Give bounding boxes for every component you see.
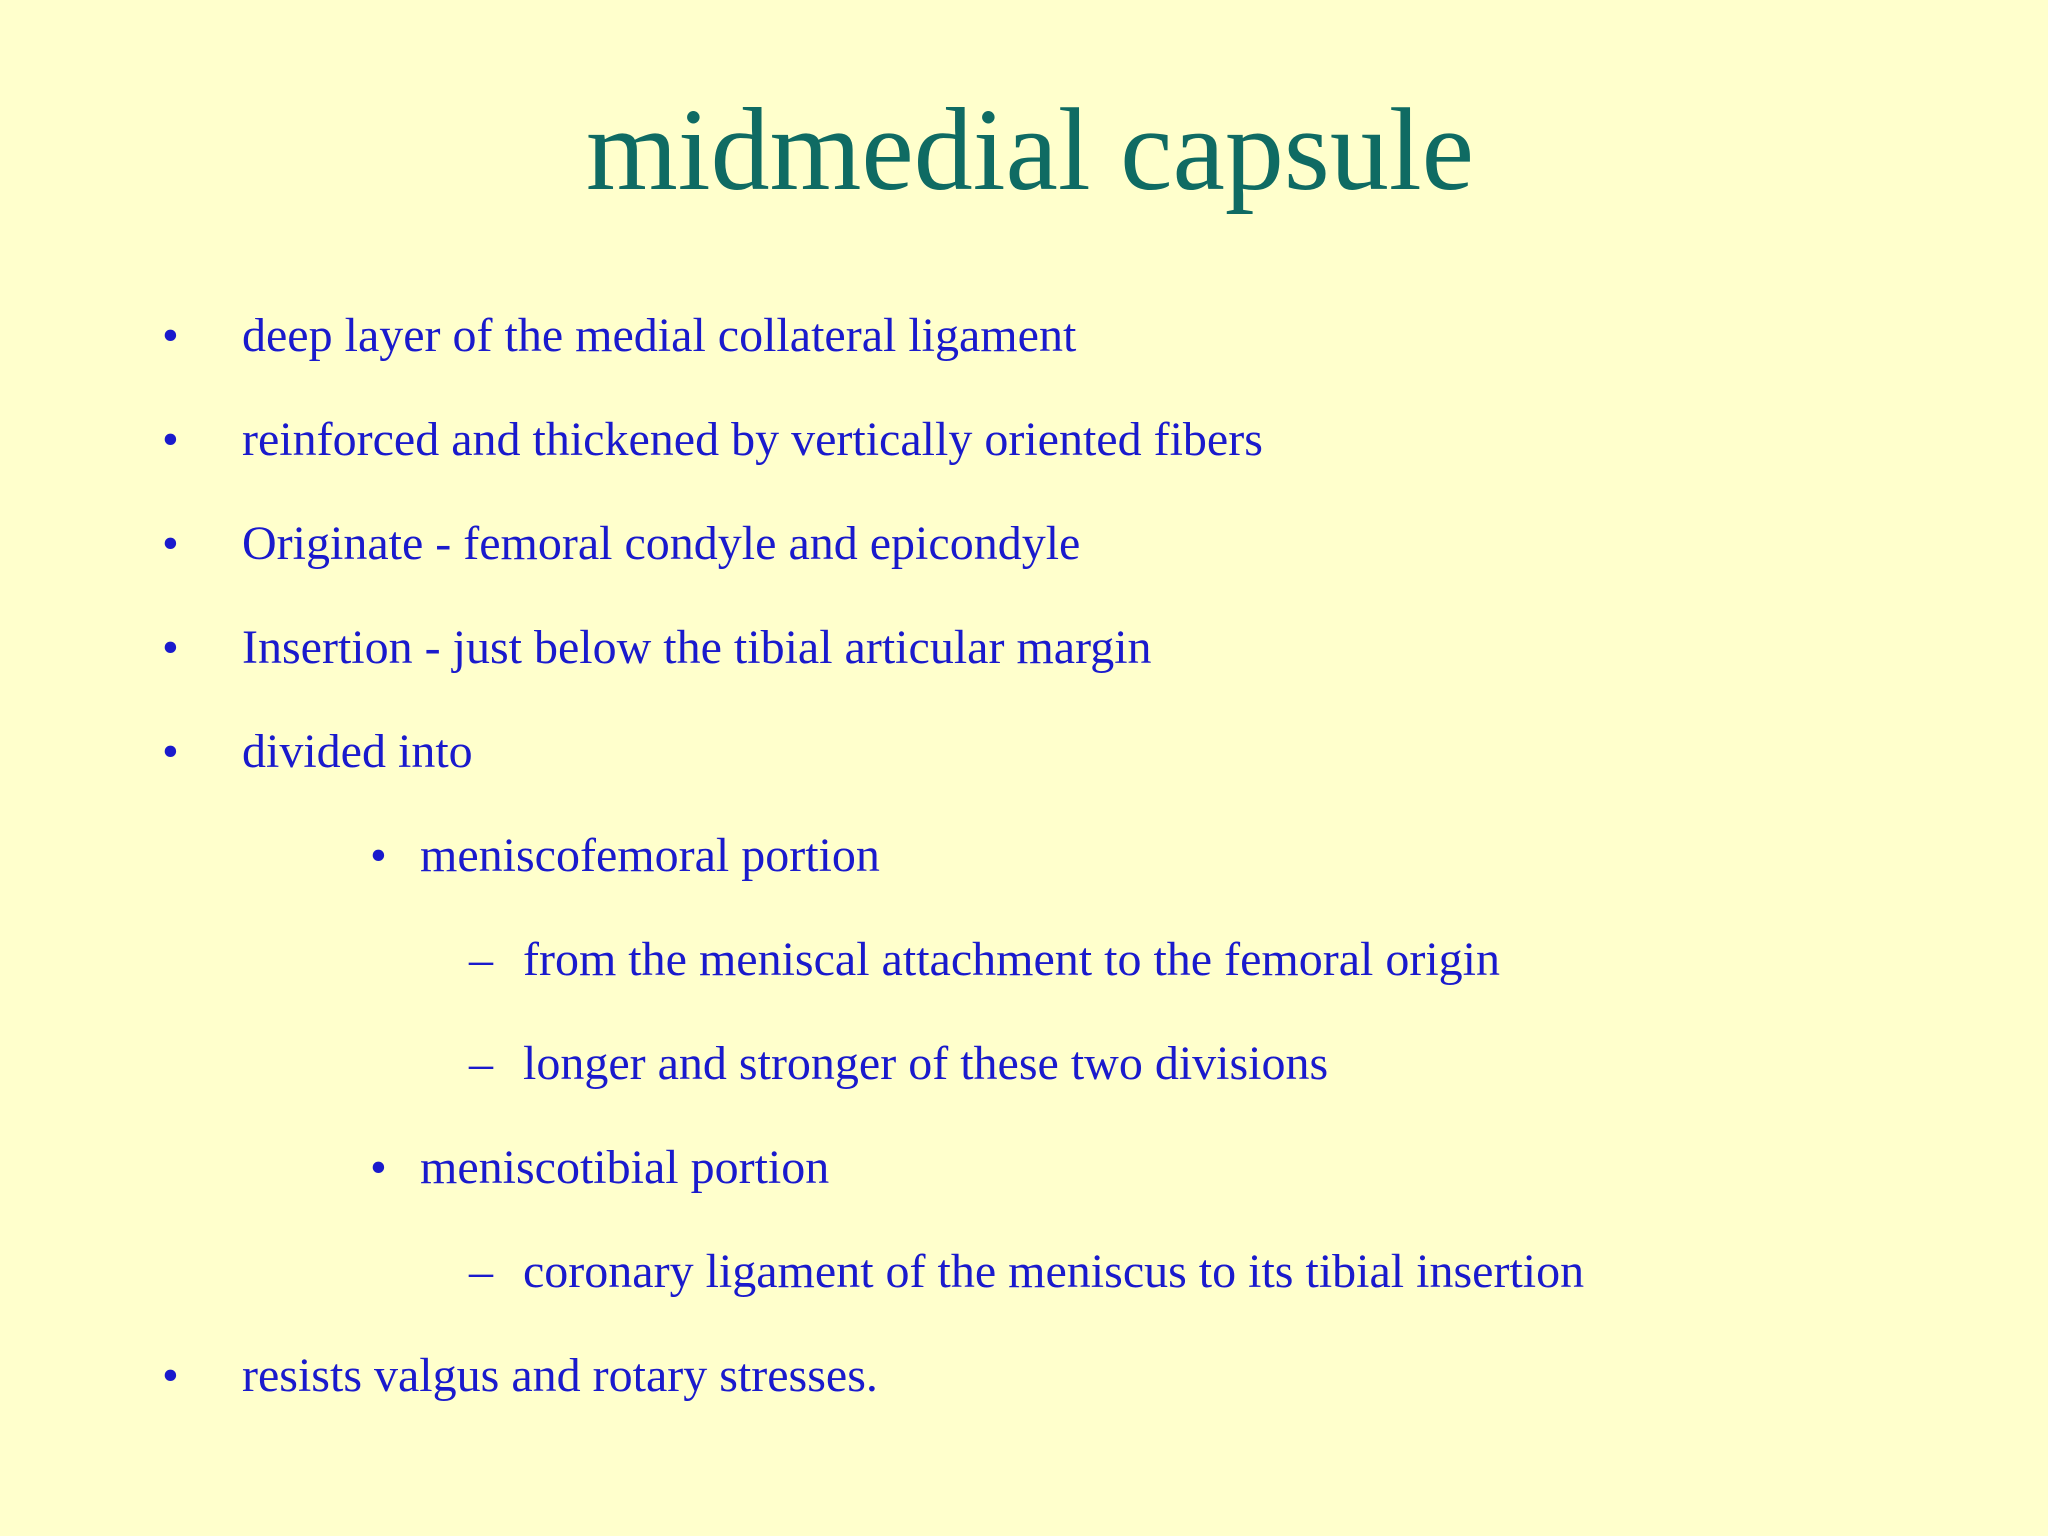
sub-sub-item [469,1034,1329,1094]
bullet-text: resists valgus and rotary stresses. [242,1349,878,1402]
item-text: coronary ligament of the meniscus to its tibial insertion [523,1245,1585,1298]
bullet-text: reinforced and thickened by vertically oriented fibers [242,413,1263,466]
dash-marker: – [469,1037,493,1090]
bullet-item [162,618,1152,678]
bullet-text: Insertion - just below the tibial articular margin [242,621,1152,674]
sub-sub-item [469,1242,1585,1302]
bullet-text: meniscofemoral portion [420,829,880,882]
bullet-text: deep layer of the medial collateral ligament [242,309,1077,362]
bullet-marker: • [162,309,179,362]
bullet-marker: • [162,621,179,674]
bullet-marker: • [162,413,179,466]
bullet-item [162,306,1077,366]
sub-bullet-item [370,826,880,886]
bullet-marker: • [162,725,179,778]
bullet-item [162,514,1081,574]
bullet-text: divided into [242,725,473,778]
bullet-item [162,1346,878,1406]
bullet-item [162,722,473,782]
sub-sub-item [469,930,1500,990]
dash-marker: – [469,1245,493,1298]
item-text: from the meniscal attachment to the femoral origin [523,933,1500,986]
bullet-item [162,410,1263,470]
bullet-text: meniscotibial portion [420,1141,830,1194]
sub-bullet-item [370,1138,830,1198]
item-text: longer and stronger of these two divisions [523,1037,1329,1090]
bullet-marker: • [370,829,387,882]
dash-marker: – [469,933,493,986]
bullet-marker: • [162,517,179,570]
bullet-text: Originate - femoral condyle and epicondyle [242,517,1081,570]
slide-title: midmedial capsule [586,84,1474,215]
bullet-marker: • [370,1141,387,1194]
bullet-marker: • [162,1349,179,1402]
